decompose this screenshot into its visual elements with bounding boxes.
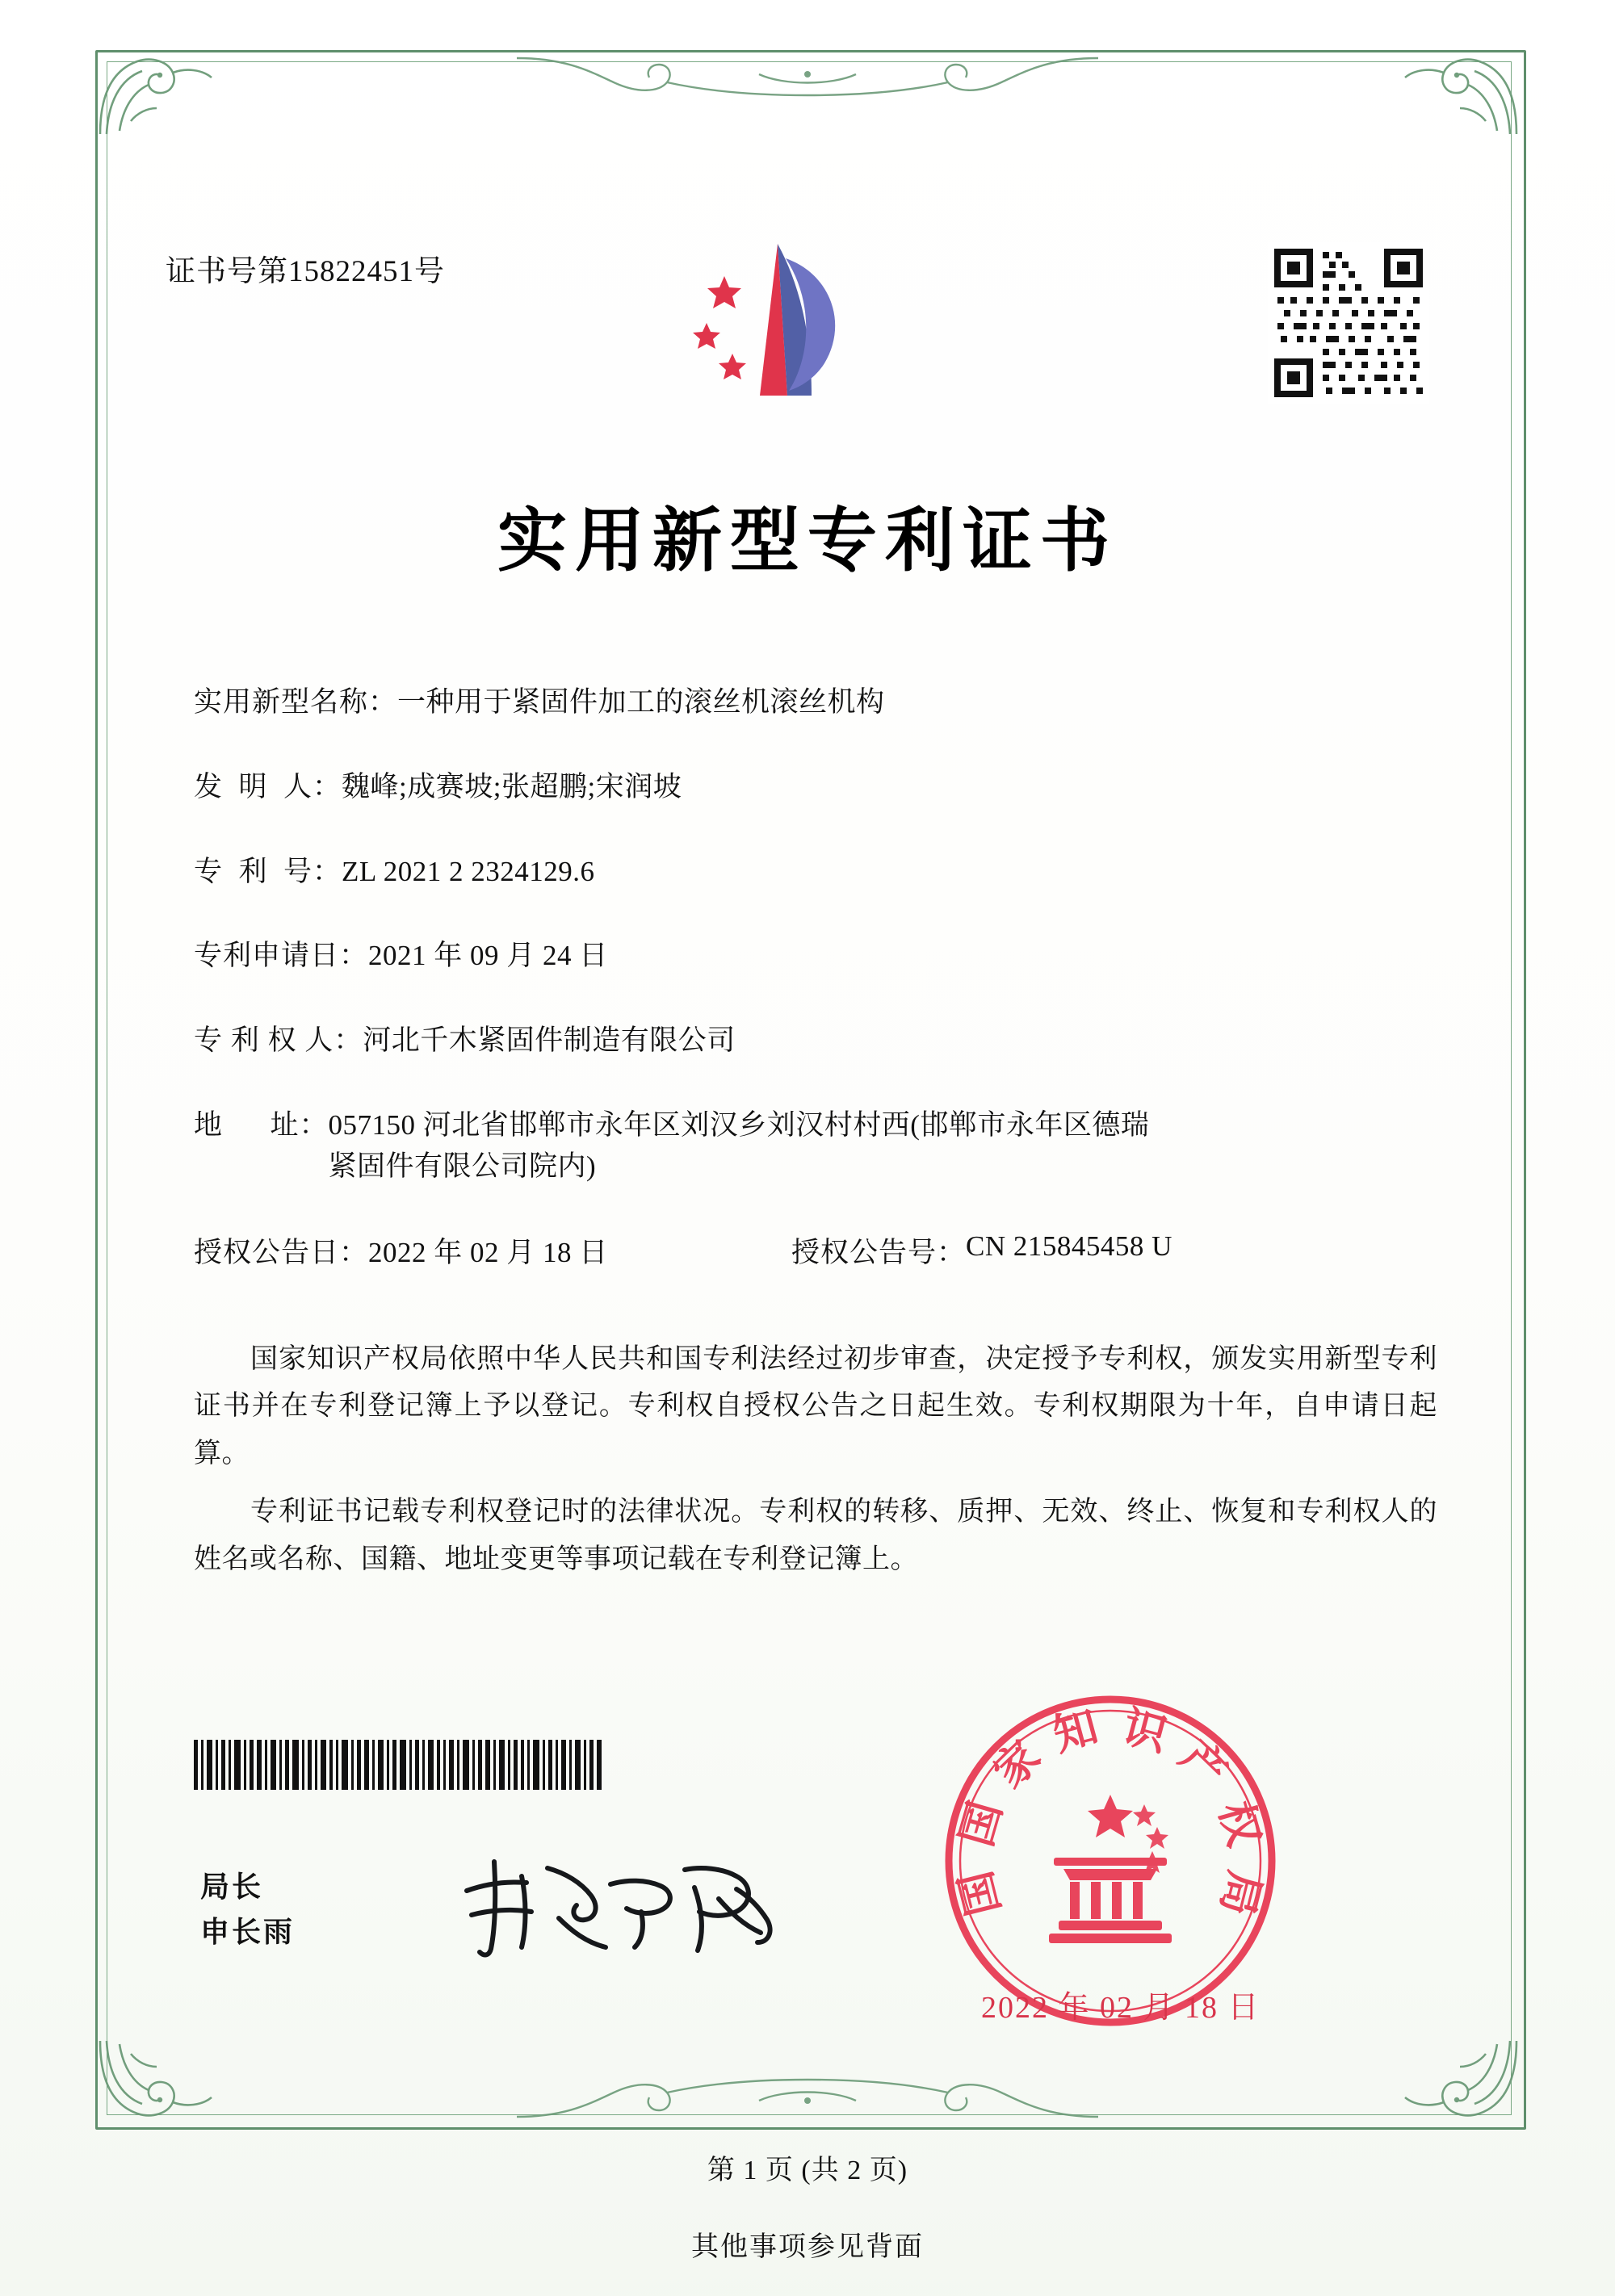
field-row-patent-number — [194, 852, 1454, 893]
svg-text:国: 国 — [952, 1796, 1011, 1852]
field-label-application-date: 专利申请日： — [194, 940, 369, 972]
field-value-grant-number: CN 215845458 U — [966, 1230, 1172, 1263]
certificate-number: 证书号第15822451号 — [166, 255, 445, 288]
field-label-patent-number: 专 利 号： — [194, 855, 342, 887]
field-label-address: 地 址： — [194, 1108, 329, 1141]
field-list — [194, 682, 1454, 1303]
edge-ornament-top — [517, 50, 1098, 107]
field-value-patent-number: ZL 2021 2 2324129.6 — [342, 855, 595, 887]
seal-date: 2022 年 02 月 18 日 — [981, 1991, 1261, 2025]
qr-code-icon — [1268, 242, 1429, 404]
field-value-name: 一种用于紧固件加工的滚丝机滚丝机构 — [397, 686, 885, 718]
barcode-icon — [194, 1740, 606, 1790]
official-seal — [941, 1691, 1280, 2030]
grant-number-group — [791, 1230, 1172, 1271]
field-label-patentee: 专 利 权 人： — [194, 1024, 363, 1056]
field-label-grant-number: 授权公告号： — [791, 1237, 967, 1269]
cnipa-logo-icon — [682, 234, 884, 420]
field-row-name — [194, 682, 1454, 723]
field-label-grant-date: 授权公告日： — [194, 1237, 369, 1269]
legal-text — [194, 1336, 1437, 1594]
grant-date-group — [194, 1230, 791, 1271]
field-row-grant — [194, 1230, 1454, 1271]
signature-block — [200, 1865, 295, 1955]
handwritten-signature-icon — [452, 1841, 791, 1970]
signature-name: 申长雨 — [200, 1915, 296, 1948]
svg-text:知: 知 — [1048, 1702, 1103, 1761]
page-number: 第 1 页 (共 2 页) — [707, 2156, 908, 2185]
edge-ornament-bottom — [517, 2068, 1098, 2125]
field-value-patentee: 河北千木紧固件制造有限公司 — [363, 1024, 736, 1056]
field-value-address: 057150 河北省邯郸市永年区刘汉乡刘汉村村西(邯郸市永年区德瑞紧固件有限公司院内) — [328, 1108, 1150, 1182]
svg-text:权: 权 — [1210, 1796, 1269, 1852]
field-row-application-date — [194, 936, 1454, 977]
field-row-patentee — [194, 1020, 1454, 1062]
field-value-grant-date: 2022 年 02 月 18 日 — [368, 1237, 608, 1269]
page-title: 实用新型专利证书 — [497, 502, 1118, 580]
field-value-application-date: 2021 年 09 月 24 日 — [368, 940, 608, 972]
svg-text:识: 识 — [1118, 1702, 1172, 1761]
field-row-address — [194, 1105, 1454, 1188]
corner-ornament-top-right — [1400, 50, 1521, 139]
field-label-name: 实用新型名称： — [194, 686, 398, 718]
corner-ornament-bottom-left — [95, 2036, 216, 2125]
footer-note: 其他事项参见背面 — [691, 2232, 924, 2262]
svg-text:家: 家 — [984, 1732, 1050, 1797]
svg-text:国: 国 — [951, 1866, 1009, 1921]
corner-ornament-bottom-right — [1400, 2036, 1521, 2125]
svg-text:局: 局 — [1211, 1866, 1269, 1921]
field-row-inventors — [194, 767, 1454, 808]
field-value-inventors: 魏峰;成赛坡;张超鹏;宋润坡 — [342, 770, 682, 802]
corner-ornament-top-left — [95, 50, 216, 139]
paragraph-1: 国家知识产权局依照中华人民共和国专利法经过初步审查，决定授予专利权，颁发实用新型专利证书并在专利登记簿上予以登记。专利权自授权公告之日起生效。专利权期限为十年，自申请日起算。 — [194, 1344, 1437, 1469]
paragraph-2: 专利证书记载专利权登记时的法律状况。专利权的转移、质押、无效、终止、恢复和专利权人的姓名或名称、国籍、地址变更等事项记载在专利登记簿上。 — [194, 1497, 1437, 1574]
svg-text:产: 产 — [1171, 1732, 1236, 1797]
signature-role: 局长 — [200, 1871, 264, 1903]
field-label-inventors: 发 明 人： — [194, 770, 342, 802]
